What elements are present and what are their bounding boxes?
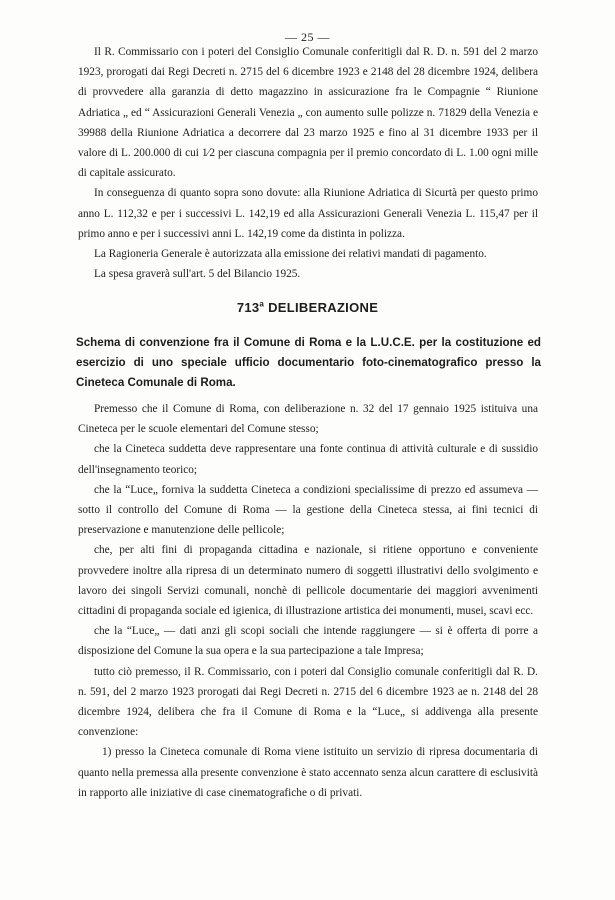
paragraph: che la Cineteca suddetta deve rappresentare una fonte continua di attività culturale e di sussidio dell'insegnamento teorico; [78,443,538,476]
deliberation-heading [0,300,615,315]
deliberation-word: DELIBERAZIONE [268,300,379,315]
page-number: — 25 — [285,30,330,44]
paragraph: Il R. Commissario con i poteri del Consiglio Comunale conferitigli dal R. D. n. 591 del 2 marzo 1923, prorogati dai Regi Decreti n. 2715 del 6 dicembre 1923 e 2148 del 28 dicembre 1924, delibera di provvedere alla garanzia di detto magazzino in assicurazione fra le Compagnie “ Riunione Adriatica „ ed “ Assicurazioni Generali Venezia „ con aumento sulle polizze n. 71829 della Venezia e 39988 della Riunione Adriatica a decorrere dal 23 marzo 1925 e fino al 31 dicembre 1933 per il valore di L. 200.000 di cui 1⁄2 per ciascuna compagnia per il premio concordato di L. 1.00 ogni mille di capitale assicurato. [78,46,538,180]
deliberation-subtitle: Schema di convenzione fra il Comune di Roma e la L.U.C.E. per la costituzione ed esercizio di uno speciale ufficio documentario foto-cinematografico presso la Cineteca Comunale di Roma. [76,336,541,389]
paragraph: La Ragioneria Generale è autorizzata alla emissione dei relativi mandati di pagamento. [94,248,487,261]
paragraph: La spesa graverà sull'art. 5 del Bilancio 1925. [94,268,301,281]
paragraph: Premesso che il Comune di Roma, con deliberazione n. 32 del 17 gennaio 1925 istituiva una Cineteca per le scuole elementari del Comune stesso; [78,403,538,436]
paragraph: che la “Luce„ forniva la suddetta Cineteca a condizioni specialissime di prezzo ed assumeva — sotto il controllo del Comune di Roma — la gestione della Cineteca stessa, ai fini tecnici di preservazione e manutenzione delle pellicole; [78,483,538,537]
top-text-block [78,42,538,284]
paragraph: che la “Luce„ — dati anzi gli scopi sociali che intende raggiungere — si è offerta di porre a disposizione del Comune la sua opera e la sua partecipazione a tale Impresa; [78,625,538,658]
deliberation-number: 713 [236,300,260,315]
paragraph: tutto ciò premesso, il R. Commissario, con i poteri dal Consiglio comunale conferitigli dal R. D. n. 591, del 2 marzo 1923 prorogati dai Regi Decreti n. 2715 del 6 dicembre 1923 ae n. 2148 del 28 dicembre 1924, delibera che fra il Comune di Roma e la “Luce„ si addivenga alla presente convenzione: [78,665,538,739]
deliberation-ordinal: a [259,299,265,309]
numbered-item: 1) presso la Cineteca comunale di Roma viene istituito un servizio di ripresa documentaria di quanto nella premessa alla presente convenzione è stato accennato senza alcun carattere di esclusività in rapporto alle iniziative di case cinematografiche o di privati. [78,746,538,799]
main-text-block [78,399,538,803]
paragraph: che, per alti fini di propaganda cittadina e nazionale, si ritiene opportuno e conveniente provvedere inoltre alla ripresa di un determinato numero di soggetti illustrativi dello svolgimento e lavoro dei singoli Servizi comunali, nonchè di pellicole documentarie dei maggiori avvenimenti cittadini di propaganda sociale ed igienica, di illustrazione artistica dei monumenti, musei, scavi ecc. [78,544,538,618]
paragraph: In conseguenza di quanto sopra sono dovute: alla Riunione Adriatica di Sicurtà per questo primo anno L. 112,32 e per i successivi L. 142,19 ed alla Assicurazioni Generali Venezia L. 115,47 per il primo anno e per i successivi anni L. 142,19 come da distinta in polizza. [78,187,538,240]
